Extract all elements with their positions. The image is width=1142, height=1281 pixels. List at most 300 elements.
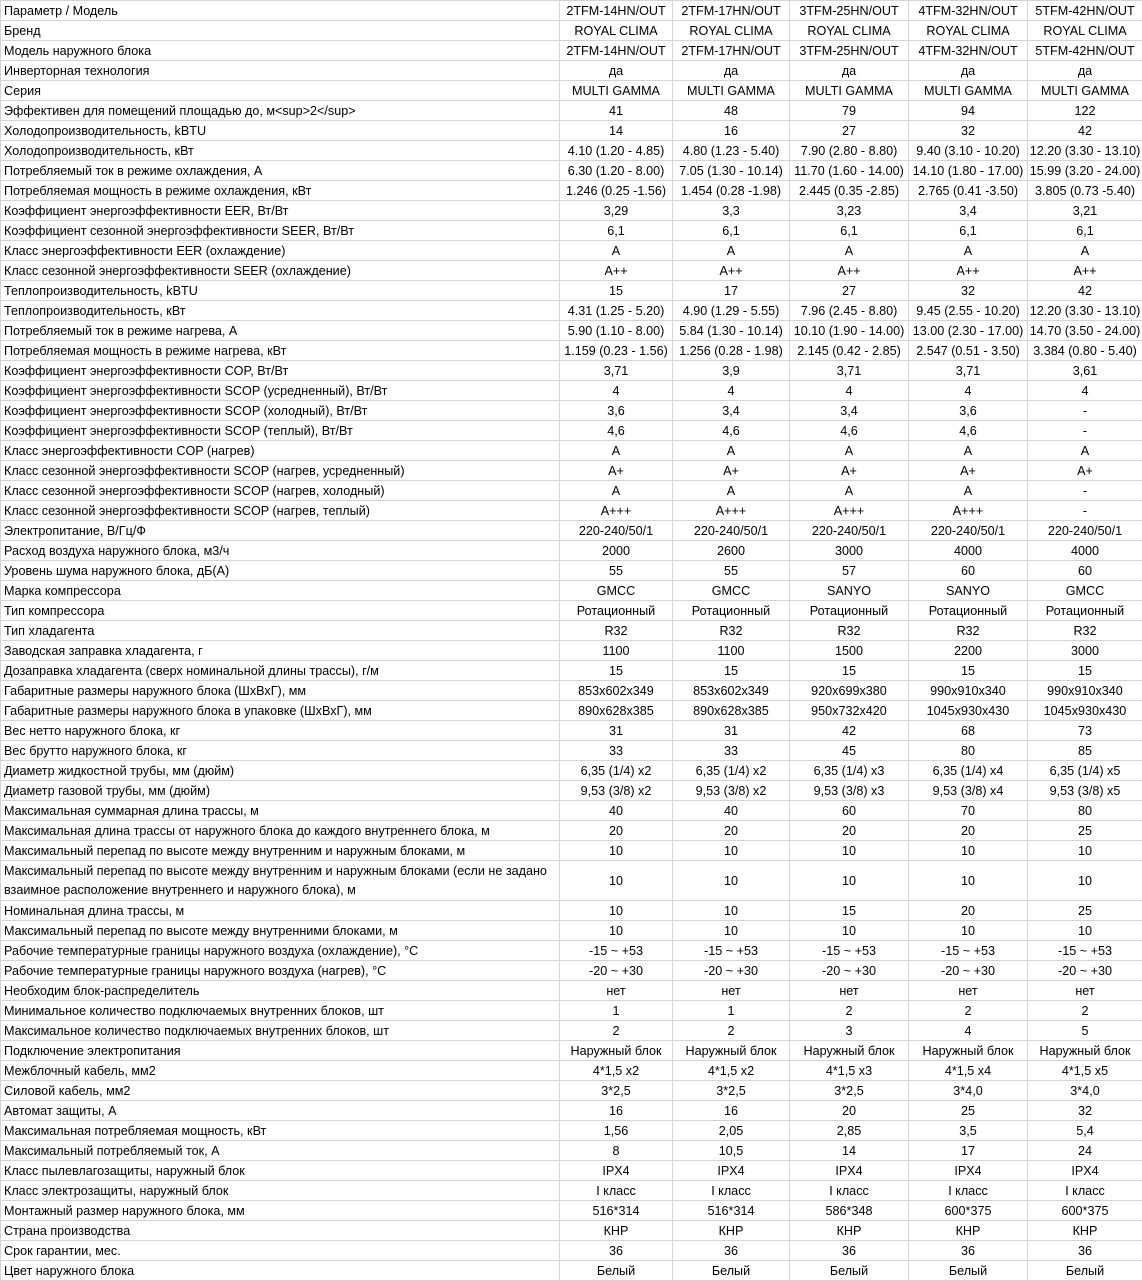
value-cell[interactable]: 1.246 (0.25 -1.56) xyxy=(560,181,673,201)
value-cell[interactable]: Наружный блок xyxy=(560,1041,673,1061)
value-cell[interactable]: 2600 xyxy=(673,541,790,561)
row-label-cell[interactable]: Коэффициент энергоэффективности SCOP (теплый), Вт/Вт xyxy=(1,421,560,441)
row-label-cell[interactable]: Межблочный кабель, мм2 xyxy=(1,1061,560,1081)
value-cell[interactable]: 9,53 (3/8) x2 xyxy=(560,781,673,801)
value-cell[interactable]: 14.10 (1.80 - 17.00) xyxy=(909,161,1028,181)
value-cell[interactable]: 6,35 (1/4) x5 xyxy=(1028,761,1142,781)
value-cell[interactable]: 10 xyxy=(790,841,909,861)
value-cell[interactable]: да xyxy=(560,61,673,81)
value-cell[interactable]: 3*2,5 xyxy=(790,1081,909,1101)
value-cell[interactable]: 25 xyxy=(1028,901,1142,921)
value-cell[interactable]: 55 xyxy=(673,561,790,581)
value-cell[interactable]: 25 xyxy=(909,1101,1028,1121)
value-cell[interactable]: 990x910x340 xyxy=(909,681,1028,701)
value-cell[interactable]: A xyxy=(909,241,1028,261)
value-cell[interactable]: 890x628x385 xyxy=(673,701,790,721)
value-cell[interactable]: A xyxy=(673,441,790,461)
value-cell[interactable]: Наружный блок xyxy=(673,1041,790,1061)
value-cell[interactable]: 15 xyxy=(560,281,673,301)
value-cell[interactable]: 10 xyxy=(909,921,1028,941)
value-cell[interactable]: -20 ~ +30 xyxy=(673,961,790,981)
value-cell[interactable]: 20 xyxy=(909,901,1028,921)
value-cell[interactable]: 3,6 xyxy=(909,401,1028,421)
row-label-cell[interactable]: Потребляемая мощность в режиме нагрева, кВт xyxy=(1,341,560,361)
value-cell[interactable]: нет xyxy=(790,981,909,1001)
value-cell[interactable]: 3,29 xyxy=(560,201,673,221)
row-label-cell[interactable]: Номинальная длина трассы, м xyxy=(1,901,560,921)
value-cell[interactable]: 9,53 (3/8) x2 xyxy=(673,781,790,801)
value-cell[interactable]: 16 xyxy=(673,1101,790,1121)
value-cell[interactable]: A+ xyxy=(909,461,1028,481)
value-cell[interactable]: I класс xyxy=(790,1181,909,1201)
value-cell[interactable]: A xyxy=(1028,441,1142,461)
row-label-cell[interactable]: Автомат защиты, А xyxy=(1,1101,560,1121)
value-cell[interactable]: 4 xyxy=(1028,381,1142,401)
value-cell[interactable]: Ротационный xyxy=(560,601,673,621)
model-header-cell[interactable]: 2TFM-17HN/OUT xyxy=(673,1,790,21)
value-cell[interactable]: 70 xyxy=(909,801,1028,821)
value-cell[interactable]: A xyxy=(790,481,909,501)
value-cell[interactable]: 60 xyxy=(1028,561,1142,581)
value-cell[interactable]: 4,6 xyxy=(790,421,909,441)
value-cell[interactable]: A xyxy=(673,241,790,261)
value-cell[interactable]: 4,6 xyxy=(673,421,790,441)
value-cell[interactable]: 6,35 (1/4) x4 xyxy=(909,761,1028,781)
value-cell[interactable]: 10 xyxy=(560,901,673,921)
row-label-cell[interactable]: Класс сезонной энергоэффективности SEER (охлаждение) xyxy=(1,261,560,281)
value-cell[interactable]: I класс xyxy=(1028,1181,1142,1201)
row-label-cell[interactable]: Холодопроизводительность, kBTU xyxy=(1,121,560,141)
value-cell[interactable]: 3,3 xyxy=(673,201,790,221)
value-cell[interactable]: 9.40 (3.10 - 10.20) xyxy=(909,141,1028,161)
value-cell[interactable]: 20 xyxy=(560,821,673,841)
value-cell[interactable]: 10 xyxy=(673,861,790,901)
value-cell[interactable]: Белый xyxy=(1028,1261,1142,1281)
value-cell[interactable]: 3*4,0 xyxy=(1028,1081,1142,1101)
row-label-cell[interactable]: Электропитание, В/Гц/Ф xyxy=(1,521,560,541)
value-cell[interactable]: 7.96 (2.45 - 8.80) xyxy=(790,301,909,321)
value-cell[interactable]: IPX4 xyxy=(560,1161,673,1181)
value-cell[interactable]: 68 xyxy=(909,721,1028,741)
value-cell[interactable]: 1.256 (0.28 - 1.98) xyxy=(673,341,790,361)
value-cell[interactable]: 42 xyxy=(1028,281,1142,301)
header-label-cell[interactable]: Параметр / Модель xyxy=(1,1,560,21)
value-cell[interactable]: 17 xyxy=(909,1141,1028,1161)
row-label-cell[interactable]: Класс электрозащиты, наружный блок xyxy=(1,1181,560,1201)
value-cell[interactable]: ROYAL CLIMA xyxy=(560,21,673,41)
value-cell[interactable]: 3,23 xyxy=(790,201,909,221)
value-cell[interactable]: 10 xyxy=(673,901,790,921)
value-cell[interactable]: Белый xyxy=(560,1261,673,1281)
row-label-cell[interactable]: Коэффициент энергоэффективности EER, Вт/Вт xyxy=(1,201,560,221)
value-cell[interactable]: 15 xyxy=(1028,661,1142,681)
row-label-cell[interactable]: Теплопроизводительность, кВт xyxy=(1,301,560,321)
value-cell[interactable]: 12.20 (3.30 - 13.10) xyxy=(1028,301,1142,321)
value-cell[interactable]: 1 xyxy=(560,1001,673,1021)
value-cell[interactable]: 1045x930x430 xyxy=(1028,701,1142,721)
row-label-cell[interactable]: Габаритные размеры наружного блока (ШхВхГ), мм xyxy=(1,681,560,701)
value-cell[interactable]: Белый xyxy=(909,1261,1028,1281)
value-cell[interactable]: 4000 xyxy=(909,541,1028,561)
value-cell[interactable]: 6,1 xyxy=(790,221,909,241)
row-label-cell[interactable]: Максимальный перепад по высоте между внутренним и наружным блоками, м xyxy=(1,841,560,861)
row-label-cell[interactable]: Инверторная технология xyxy=(1,61,560,81)
value-cell[interactable]: 10 xyxy=(1028,861,1142,901)
value-cell[interactable]: 1,56 xyxy=(560,1121,673,1141)
value-cell[interactable]: ROYAL CLIMA xyxy=(673,21,790,41)
row-label-cell[interactable]: Страна производства xyxy=(1,1221,560,1241)
value-cell[interactable]: 60 xyxy=(909,561,1028,581)
value-cell[interactable]: IPX4 xyxy=(790,1161,909,1181)
value-cell[interactable]: A++ xyxy=(790,261,909,281)
value-cell[interactable]: 15 xyxy=(790,661,909,681)
value-cell[interactable]: 4*1,5 x2 xyxy=(673,1061,790,1081)
row-label-cell[interactable]: Коэффициент энергоэффективности SCOP (холодный), Вт/Вт xyxy=(1,401,560,421)
value-cell[interactable]: GMCC xyxy=(1028,581,1142,601)
value-cell[interactable]: 4.31 (1.25 - 5.20) xyxy=(560,301,673,321)
value-cell[interactable]: 4TFM-32HN/OUT xyxy=(909,41,1028,61)
row-label-cell[interactable]: Класс пылевлагозащиты, наружный блок xyxy=(1,1161,560,1181)
value-cell[interactable]: 15 xyxy=(673,661,790,681)
value-cell[interactable]: 4.80 (1.23 - 5.40) xyxy=(673,141,790,161)
value-cell[interactable]: 2.765 (0.41 -3.50) xyxy=(909,181,1028,201)
value-cell[interactable]: 2,85 xyxy=(790,1121,909,1141)
value-cell[interactable]: 11.70 (1.60 - 14.00) xyxy=(790,161,909,181)
value-cell[interactable]: Ротационный xyxy=(790,601,909,621)
value-cell[interactable]: A+ xyxy=(560,461,673,481)
value-cell[interactable]: нет xyxy=(909,981,1028,1001)
value-cell[interactable]: КНР xyxy=(909,1221,1028,1241)
value-cell[interactable]: 6,1 xyxy=(909,221,1028,241)
value-cell[interactable]: да xyxy=(790,61,909,81)
value-cell[interactable]: 10 xyxy=(1028,921,1142,941)
value-cell[interactable]: 5 xyxy=(1028,1021,1142,1041)
value-cell[interactable]: 79 xyxy=(790,101,909,121)
value-cell[interactable]: 3,71 xyxy=(560,361,673,381)
value-cell[interactable]: 220-240/50/1 xyxy=(790,521,909,541)
value-cell[interactable]: 3,4 xyxy=(673,401,790,421)
value-cell[interactable]: 42 xyxy=(1028,121,1142,141)
value-cell[interactable]: 10.10 (1.90 - 14.00) xyxy=(790,321,909,341)
value-cell[interactable]: -15 ~ +53 xyxy=(790,941,909,961)
value-cell[interactable]: 3*2,5 xyxy=(560,1081,673,1101)
value-cell[interactable]: 1045x930x430 xyxy=(909,701,1028,721)
value-cell[interactable]: R32 xyxy=(673,621,790,641)
value-cell[interactable]: 4*1,5 x5 xyxy=(1028,1061,1142,1081)
value-cell[interactable]: 32 xyxy=(909,281,1028,301)
row-label-cell[interactable]: Максимальная суммарная длина трассы, м xyxy=(1,801,560,821)
value-cell[interactable]: - xyxy=(1028,501,1142,521)
value-cell[interactable]: 6,1 xyxy=(673,221,790,241)
value-cell[interactable]: нет xyxy=(673,981,790,1001)
model-header-cell[interactable]: 3TFM-25HN/OUT xyxy=(790,1,909,21)
value-cell[interactable]: 14 xyxy=(560,121,673,141)
value-cell[interactable]: MULTI GAMMA xyxy=(560,81,673,101)
value-cell[interactable]: 4*1,5 x3 xyxy=(790,1061,909,1081)
value-cell[interactable]: 16 xyxy=(560,1101,673,1121)
value-cell[interactable]: R32 xyxy=(790,621,909,641)
value-cell[interactable]: 2,05 xyxy=(673,1121,790,1141)
value-cell[interactable]: 4 xyxy=(909,381,1028,401)
value-cell[interactable]: A xyxy=(790,441,909,461)
value-cell[interactable]: 27 xyxy=(790,121,909,141)
row-label-cell[interactable]: Рабочие температурные границы наружного воздуха (нагрев), °С xyxy=(1,961,560,981)
value-cell[interactable]: ROYAL CLIMA xyxy=(1028,21,1142,41)
value-cell[interactable]: 1100 xyxy=(673,641,790,661)
value-cell[interactable]: 20 xyxy=(673,821,790,841)
model-header-cell[interactable]: 4TFM-32HN/OUT xyxy=(909,1,1028,21)
row-label-cell[interactable]: Рабочие температурные границы наружного воздуха (охлаждение), °С xyxy=(1,941,560,961)
value-cell[interactable]: 5.90 (1.10 - 8.00) xyxy=(560,321,673,341)
value-cell[interactable]: 14 xyxy=(790,1141,909,1161)
value-cell[interactable]: 600*375 xyxy=(909,1201,1028,1221)
row-label-cell[interactable]: Цвет наружного блока xyxy=(1,1261,560,1281)
value-cell[interactable]: 4 xyxy=(673,381,790,401)
value-cell[interactable]: 3 xyxy=(790,1021,909,1041)
value-cell[interactable]: - xyxy=(1028,401,1142,421)
row-label-cell[interactable]: Максимальное количество подключаемых внутренних блоков, шт xyxy=(1,1021,560,1041)
value-cell[interactable]: 3,71 xyxy=(790,361,909,381)
row-label-cell[interactable]: Марка компрессора xyxy=(1,581,560,601)
row-label-cell[interactable]: Заводская заправка хладагента, г xyxy=(1,641,560,661)
row-label-cell[interactable]: Минимальное количество подключаемых внутренних блоков, шт xyxy=(1,1001,560,1021)
value-cell[interactable]: 5.84 (1.30 - 10.14) xyxy=(673,321,790,341)
value-cell[interactable]: MULTI GAMMA xyxy=(673,81,790,101)
value-cell[interactable]: 36 xyxy=(790,1241,909,1261)
value-cell[interactable]: 36 xyxy=(1028,1241,1142,1261)
value-cell[interactable]: КНР xyxy=(1028,1221,1142,1241)
value-cell[interactable]: 1500 xyxy=(790,641,909,661)
value-cell[interactable]: Белый xyxy=(790,1261,909,1281)
value-cell[interactable]: 920x699x380 xyxy=(790,681,909,701)
value-cell[interactable]: 10 xyxy=(1028,841,1142,861)
value-cell[interactable]: ROYAL CLIMA xyxy=(909,21,1028,41)
value-cell[interactable]: -15 ~ +53 xyxy=(909,941,1028,961)
value-cell[interactable]: 2.547 (0.51 - 3.50) xyxy=(909,341,1028,361)
value-cell[interactable]: IPX4 xyxy=(673,1161,790,1181)
value-cell[interactable]: 32 xyxy=(1028,1101,1142,1121)
row-label-cell[interactable]: Потребляемый ток в режиме нагрева, А xyxy=(1,321,560,341)
value-cell[interactable]: 10 xyxy=(909,841,1028,861)
value-cell[interactable]: 2 xyxy=(909,1001,1028,1021)
value-cell[interactable]: 17 xyxy=(673,281,790,301)
row-label-cell[interactable]: Срок гарантии, мес. xyxy=(1,1241,560,1261)
value-cell[interactable]: 3000 xyxy=(790,541,909,561)
value-cell[interactable]: -20 ~ +30 xyxy=(1028,961,1142,981)
value-cell[interactable]: 220-240/50/1 xyxy=(560,521,673,541)
value-cell[interactable]: GMCC xyxy=(673,581,790,601)
value-cell[interactable]: 2.445 (0.35 -2.85) xyxy=(790,181,909,201)
value-cell[interactable]: A+ xyxy=(790,461,909,481)
value-cell[interactable]: 40 xyxy=(673,801,790,821)
value-cell[interactable]: A++ xyxy=(1028,261,1142,281)
value-cell[interactable]: 3*2,5 xyxy=(673,1081,790,1101)
value-cell[interactable]: 8 xyxy=(560,1141,673,1161)
value-cell[interactable]: 3,61 xyxy=(1028,361,1142,381)
value-cell[interactable]: 1.454 (0.28 -1.98) xyxy=(673,181,790,201)
value-cell[interactable]: 24 xyxy=(1028,1141,1142,1161)
value-cell[interactable]: 41 xyxy=(560,101,673,121)
value-cell[interactable]: R32 xyxy=(909,621,1028,641)
value-cell[interactable]: MULTI GAMMA xyxy=(909,81,1028,101)
value-cell[interactable]: IPX4 xyxy=(909,1161,1028,1181)
model-header-cell[interactable]: 5TFM-42HN/OUT xyxy=(1028,1,1142,21)
row-label-cell[interactable]: Класс сезонной энергоэффективности SCOP (нагрев, теплый) xyxy=(1,501,560,521)
value-cell[interactable]: SANYO xyxy=(790,581,909,601)
row-label-cell[interactable]: Коэффициент сезонной энергоэффективности SEER, Вт/Вт xyxy=(1,221,560,241)
value-cell[interactable]: 3,4 xyxy=(790,401,909,421)
row-label-cell[interactable]: Коэффициент энергоэффективности SCOP (усредненный), Вт/Вт xyxy=(1,381,560,401)
row-label-cell[interactable]: Класс энергоэффективности COP (нагрев) xyxy=(1,441,560,461)
value-cell[interactable]: 220-240/50/1 xyxy=(909,521,1028,541)
value-cell[interactable]: A+++ xyxy=(560,501,673,521)
value-cell[interactable]: Наружный блок xyxy=(909,1041,1028,1061)
row-label-cell[interactable]: Класс сезонной энергоэффективности SCOP (нагрев, холодный) xyxy=(1,481,560,501)
value-cell[interactable]: 20 xyxy=(790,1101,909,1121)
value-cell[interactable]: 33 xyxy=(673,741,790,761)
value-cell[interactable]: 3,21 xyxy=(1028,201,1142,221)
value-cell[interactable]: 36 xyxy=(909,1241,1028,1261)
value-cell[interactable]: 40 xyxy=(560,801,673,821)
value-cell[interactable]: 12.20 (3.30 - 13.10) xyxy=(1028,141,1142,161)
value-cell[interactable]: 9,53 (3/8) x3 xyxy=(790,781,909,801)
row-label-cell[interactable]: Потребляемый ток в режиме охлаждения, А xyxy=(1,161,560,181)
value-cell[interactable]: 2TFM-14HN/OUT xyxy=(560,41,673,61)
value-cell[interactable]: I класс xyxy=(909,1181,1028,1201)
value-cell[interactable]: 3000 xyxy=(1028,641,1142,661)
value-cell[interactable]: 516*314 xyxy=(673,1201,790,1221)
value-cell[interactable]: 48 xyxy=(673,101,790,121)
value-cell[interactable]: Белый xyxy=(673,1261,790,1281)
value-cell[interactable]: 9,53 (3/8) x5 xyxy=(1028,781,1142,801)
value-cell[interactable]: 31 xyxy=(673,721,790,741)
value-cell[interactable]: 15 xyxy=(909,661,1028,681)
value-cell[interactable]: 6,35 (1/4) x3 xyxy=(790,761,909,781)
row-label-cell[interactable]: Теплопроизводительность, kBTU xyxy=(1,281,560,301)
value-cell[interactable]: 57 xyxy=(790,561,909,581)
value-cell[interactable]: 1.159 (0.23 - 1.56) xyxy=(560,341,673,361)
value-cell[interactable]: 20 xyxy=(909,821,1028,841)
value-cell[interactable]: Ротационный xyxy=(673,601,790,621)
value-cell[interactable]: 15 xyxy=(790,901,909,921)
value-cell[interactable]: 600*375 xyxy=(1028,1201,1142,1221)
value-cell[interactable]: 1100 xyxy=(560,641,673,661)
value-cell[interactable]: 890x628x385 xyxy=(560,701,673,721)
value-cell[interactable]: 4 xyxy=(909,1021,1028,1041)
value-cell[interactable]: 10,5 xyxy=(673,1141,790,1161)
value-cell[interactable]: -15 ~ +53 xyxy=(560,941,673,961)
value-cell[interactable]: нет xyxy=(1028,981,1142,1001)
value-cell[interactable]: 1 xyxy=(673,1001,790,1021)
value-cell[interactable]: I класс xyxy=(560,1181,673,1201)
value-cell[interactable]: 2 xyxy=(560,1021,673,1041)
value-cell[interactable]: 2TFM-17HN/OUT xyxy=(673,41,790,61)
row-label-cell[interactable]: Монтажный размер наружного блока, мм xyxy=(1,1201,560,1221)
row-label-cell[interactable]: Холодопроизводительность, кВт xyxy=(1,141,560,161)
value-cell[interactable]: A++ xyxy=(560,261,673,281)
value-cell[interactable]: 42 xyxy=(790,721,909,741)
row-label-cell[interactable]: Модель наружного блока xyxy=(1,41,560,61)
value-cell[interactable]: 25 xyxy=(1028,821,1142,841)
row-label-cell[interactable]: Максимальный перепад по высоте между внутренним и наружным блоками (если не задано взаимное расположение внутреннего и наружного блока), м xyxy=(1,861,560,901)
value-cell[interactable]: 990x910x340 xyxy=(1028,681,1142,701)
value-cell[interactable]: 9,53 (3/8) x4 xyxy=(909,781,1028,801)
value-cell[interactable]: 16 xyxy=(673,121,790,141)
value-cell[interactable]: A+++ xyxy=(790,501,909,521)
value-cell[interactable]: 3,6 xyxy=(560,401,673,421)
row-label-cell[interactable]: Дозаправка хладагента (сверх номинальной длины трассы), г/м xyxy=(1,661,560,681)
value-cell[interactable]: 31 xyxy=(560,721,673,741)
value-cell[interactable]: КНР xyxy=(790,1221,909,1241)
value-cell[interactable]: да xyxy=(909,61,1028,81)
row-label-cell[interactable]: Вес брутто наружного блока, кг xyxy=(1,741,560,761)
value-cell[interactable]: -15 ~ +53 xyxy=(673,941,790,961)
value-cell[interactable]: 14.70 (3.50 - 24.00) xyxy=(1028,321,1142,341)
value-cell[interactable]: 6.30 (1.20 - 8.00) xyxy=(560,161,673,181)
value-cell[interactable]: 36 xyxy=(673,1241,790,1261)
row-label-cell[interactable]: Тип компрессора xyxy=(1,601,560,621)
value-cell[interactable]: 853x602x349 xyxy=(673,681,790,701)
value-cell[interactable]: 5TFM-42HN/OUT xyxy=(1028,41,1142,61)
value-cell[interactable]: 10 xyxy=(673,921,790,941)
value-cell[interactable]: 6,1 xyxy=(560,221,673,241)
row-label-cell[interactable]: Расход воздуха наружного блока, м3/ч xyxy=(1,541,560,561)
row-label-cell[interactable]: Необходим блок-распределитель xyxy=(1,981,560,1001)
row-label-cell[interactable]: Коэффициент энергоэффективности COP, Вт/Вт xyxy=(1,361,560,381)
value-cell[interactable]: 4,6 xyxy=(909,421,1028,441)
value-cell[interactable]: КНР xyxy=(673,1221,790,1241)
row-label-cell[interactable]: Бренд xyxy=(1,21,560,41)
value-cell[interactable]: 3.805 (0.73 -5.40) xyxy=(1028,181,1142,201)
value-cell[interactable]: R32 xyxy=(1028,621,1142,641)
value-cell[interactable]: Ротационный xyxy=(909,601,1028,621)
value-cell[interactable]: 950x732x420 xyxy=(790,701,909,721)
value-cell[interactable]: A xyxy=(560,481,673,501)
value-cell[interactable]: 4 xyxy=(790,381,909,401)
value-cell[interactable]: SANYO xyxy=(909,581,1028,601)
value-cell[interactable]: 4 xyxy=(560,381,673,401)
value-cell[interactable]: 7.90 (2.80 - 8.80) xyxy=(790,141,909,161)
value-cell[interactable]: 5,4 xyxy=(1028,1121,1142,1141)
row-label-cell[interactable]: Серия xyxy=(1,81,560,101)
value-cell[interactable]: A xyxy=(1028,241,1142,261)
value-cell[interactable]: 3,9 xyxy=(673,361,790,381)
row-label-cell[interactable]: Силовой кабель, мм2 xyxy=(1,1081,560,1101)
value-cell[interactable]: 3,4 xyxy=(909,201,1028,221)
value-cell[interactable]: 36 xyxy=(560,1241,673,1261)
value-cell[interactable]: 10 xyxy=(790,921,909,941)
value-cell[interactable]: MULTI GAMMA xyxy=(1028,81,1142,101)
row-label-cell[interactable]: Эффективен для помещений площадью до, м<sup>2</sup> xyxy=(1,101,560,121)
value-cell[interactable]: -15 ~ +53 xyxy=(1028,941,1142,961)
value-cell[interactable]: 2200 xyxy=(909,641,1028,661)
value-cell[interactable]: 4*1,5 x4 xyxy=(909,1061,1028,1081)
value-cell[interactable]: 10 xyxy=(560,921,673,941)
value-cell[interactable]: A+++ xyxy=(673,501,790,521)
row-label-cell[interactable]: Габаритные размеры наружного блока в упаковке (ШхВхГ), мм xyxy=(1,701,560,721)
value-cell[interactable]: 94 xyxy=(909,101,1028,121)
value-cell[interactable]: 4,6 xyxy=(560,421,673,441)
row-label-cell[interactable]: Вес нетто наружного блока, кг xyxy=(1,721,560,741)
value-cell[interactable]: A xyxy=(673,481,790,501)
value-cell[interactable]: 3TFM-25HN/OUT xyxy=(790,41,909,61)
row-label-cell[interactable]: Максимальная потребляемая мощность, кВт xyxy=(1,1121,560,1141)
value-cell[interactable]: Ротационный xyxy=(1028,601,1142,621)
value-cell[interactable]: 220-240/50/1 xyxy=(1028,521,1142,541)
value-cell[interactable]: да xyxy=(673,61,790,81)
value-cell[interactable]: GMCC xyxy=(560,581,673,601)
value-cell[interactable]: 220-240/50/1 xyxy=(673,521,790,541)
